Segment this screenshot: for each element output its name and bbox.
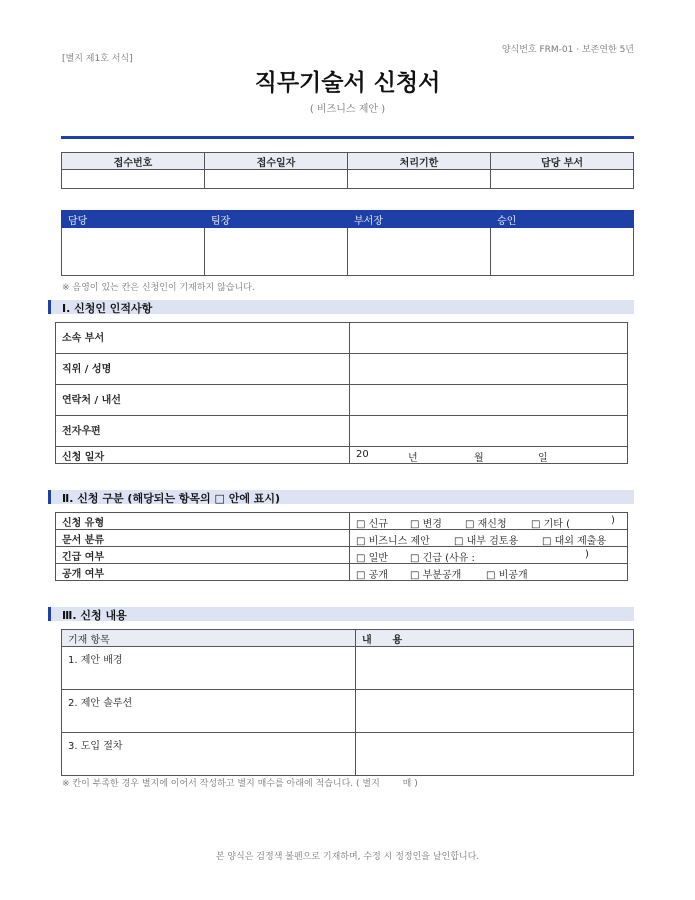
department-label: 소속 부서 xyxy=(56,323,350,354)
section2-marker xyxy=(48,490,51,504)
approval-staff-signature[interactable] xyxy=(62,228,205,276)
position-name-input[interactable] xyxy=(350,354,628,385)
section3-header xyxy=(48,607,634,621)
approval-final-signature[interactable] xyxy=(491,228,634,276)
deadline-cell[interactable] xyxy=(348,170,491,189)
date-month-unit: 월 xyxy=(474,453,484,464)
content-header-content: 내 용 xyxy=(356,630,634,647)
procedure-item-label: 3. 도입 절차 xyxy=(62,733,356,776)
section2-header xyxy=(48,490,634,504)
option-normal[interactable]: □ 일반 xyxy=(356,553,388,564)
option-internal-review[interactable]: □ 내부 검토용 xyxy=(454,536,519,547)
date-year-unit: 년 xyxy=(408,453,418,464)
page-title: 직무기술서 신청서 xyxy=(254,70,441,96)
procedure-content-input[interactable] xyxy=(356,733,634,776)
type-options xyxy=(350,513,628,530)
email-input[interactable] xyxy=(350,416,628,447)
option-change[interactable]: □ 변경 xyxy=(410,519,442,530)
option-other-close: ) xyxy=(611,515,615,526)
applicant-info-table xyxy=(55,322,628,464)
content-header-item: 기재 항목 xyxy=(62,630,356,647)
option-reapply[interactable]: □ 재신청 xyxy=(465,519,507,530)
application-date-label: 신청 일자 xyxy=(56,447,350,464)
form-number-label: [별지 제1호 서식] xyxy=(62,54,133,64)
footer-note: 본 양식은 검정색 볼펜으로 기재하며, 수정 시 정정인을 날인합니다. xyxy=(215,852,480,862)
approval-header-team-lead: 팀장 xyxy=(205,211,348,228)
form-meta: 양식번호 FRM-01 · 보존연한 5년 xyxy=(501,45,634,55)
approval-header-staff: 담당 xyxy=(62,211,205,228)
option-partial[interactable]: □ 부분공개 xyxy=(410,570,462,581)
background-item-label: 1. 제안 배경 xyxy=(62,647,356,690)
approval-note: ※ 음영이 있는 칸은 신청인이 기재하지 않습니다. xyxy=(62,283,255,293)
approval-dept-head-signature[interactable] xyxy=(348,228,491,276)
application-type-table xyxy=(55,512,628,581)
option-other[interactable]: □ 기타 ( xyxy=(531,519,571,530)
urgency-label: 긴급 여부 xyxy=(56,547,350,564)
option-urgent-close: ) xyxy=(585,549,589,560)
option-external-submission[interactable]: □ 대외 제출용 xyxy=(542,536,607,547)
page-subtitle: ( 비즈니스 제안 ) xyxy=(309,104,386,115)
approval-header-dept-head: 부서장 xyxy=(348,211,491,228)
receipt-table xyxy=(61,152,634,189)
solution-content-input[interactable] xyxy=(356,690,634,733)
doc-class-options xyxy=(350,530,628,547)
approval-header-approval: 승인 xyxy=(491,211,634,228)
content-note: ※ 칸이 부족한 경우 별지에 이어서 작성하고 별지 매수를 아래에 적습니다. ( 별지 매 ) xyxy=(62,779,418,789)
position-name-label: 직위 / 성명 xyxy=(56,354,350,385)
urgency-options xyxy=(350,547,628,564)
background-content-input[interactable] xyxy=(356,647,634,690)
contact-input[interactable] xyxy=(350,385,628,416)
receipt-number-cell[interactable] xyxy=(62,170,205,189)
receipt-date-cell[interactable] xyxy=(205,170,348,189)
title-divider xyxy=(61,136,634,139)
section1-header xyxy=(48,300,634,314)
disclosure-options xyxy=(350,564,628,581)
receipt-header-number: 접수번호 xyxy=(62,153,205,170)
department-input[interactable] xyxy=(350,323,628,354)
doc-class-label: 문서 분류 xyxy=(56,530,350,547)
section1-marker xyxy=(48,300,51,314)
solution-item-label: 2. 제안 솔루션 xyxy=(62,690,356,733)
department-cell[interactable] xyxy=(491,170,634,189)
disclosure-label: 공개 여부 xyxy=(56,564,350,581)
date-day-unit: 일 xyxy=(538,453,548,464)
section1-title: Ⅰ. 신청인 인적사항 xyxy=(62,302,153,315)
type-label: 신청 유형 xyxy=(56,513,350,530)
email-label: 전자우편 xyxy=(56,416,350,447)
receipt-header-department: 담당 부서 xyxy=(491,153,634,170)
section2-title: Ⅱ. 신청 구분 (해당되는 항목의 □ 안에 표시) xyxy=(62,492,281,505)
option-public[interactable]: □ 공개 xyxy=(356,570,388,581)
application-date-input[interactable] xyxy=(350,447,628,464)
contact-label: 연락처 / 내선 xyxy=(56,385,350,416)
option-private[interactable]: □ 비공개 xyxy=(486,570,528,581)
approval-table xyxy=(61,210,634,276)
receipt-header-date: 접수일자 xyxy=(205,153,348,170)
receipt-header-deadline: 처리기한 xyxy=(348,153,491,170)
option-business-proposal[interactable]: □ 비즈니스 제안 xyxy=(356,536,430,547)
option-urgent[interactable]: □ 긴급 (사유 : xyxy=(410,553,475,564)
date-year-prefix: 20 xyxy=(356,449,369,460)
approval-team-lead-signature[interactable] xyxy=(205,228,348,276)
section3-title: Ⅲ. 신청 내용 xyxy=(62,609,127,622)
option-new[interactable]: □ 신규 xyxy=(356,519,388,530)
content-table xyxy=(61,629,634,776)
section3-marker xyxy=(48,607,51,621)
